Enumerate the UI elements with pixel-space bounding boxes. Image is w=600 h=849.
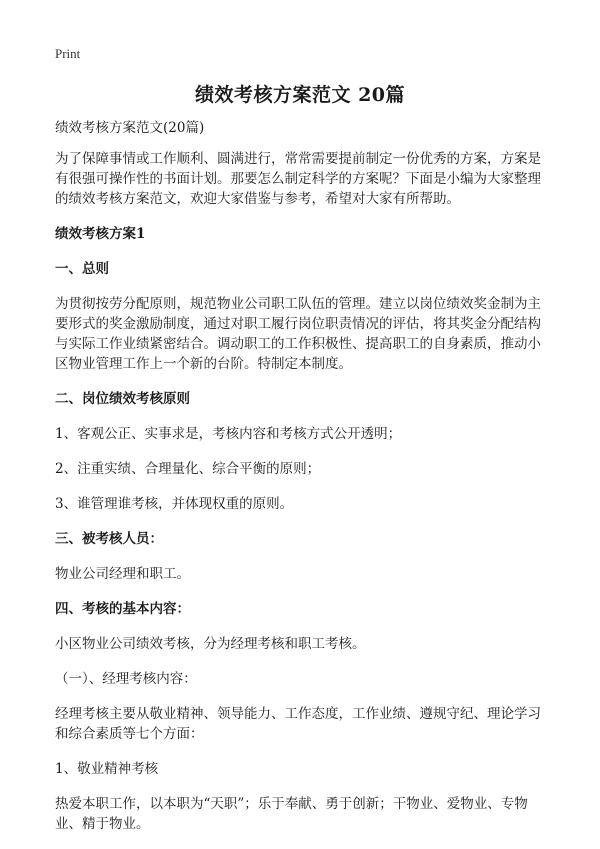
- heading-assessed-staff: 三、被考核人员：: [55, 531, 163, 547]
- heading-basic-content: 四、考核的基本内容：: [55, 601, 190, 617]
- manager-assessment-paragraph: 经理考核主要从敬业精神、领导能力、工作态度，工作业绩、遵规守纪、理论学习和综合素质等七个方面：: [55, 706, 541, 742]
- basic-content-paragraph: 小区物业公司绩效考核，分为经理考核和职工考核。: [55, 636, 366, 652]
- section-title: 绩效考核方案1: [55, 226, 146, 242]
- general-paragraph: 为贯彻按劳分配原则，规范物业公司职工队伍的管理。建立以岗位绩效奖金制为主要形式的奖金激励制度，通过对职工履行岗位职责情况的评估，将其奖金分配结构与实际工作业绩紧密结合。调动职工的工作积极性、提高职工的自身素质，推动小区物业管理工作上一个新的台阶。特制定本制度。: [55, 296, 541, 372]
- print-label: Print: [55, 46, 81, 61]
- heading-general: 一、总则: [55, 261, 109, 277]
- principle-item: 3、谁管理谁考核，并体现权重的原则。: [55, 496, 294, 512]
- heading-principles: 二、岗位绩效考核原则: [55, 391, 190, 407]
- dedication-heading: 1、敬业精神考核: [55, 761, 159, 777]
- document-title: 绩效考核方案范文 20篇: [194, 84, 406, 106]
- intro-paragraph: 为了保障事情或工作顺利、圆满进行，常常需要提前制定一份优秀的方案，方案是有很强可操作性的书面计划。那要怎么制定科学的方案呢？下面是小编为大家整理的绩效考核方案范文，欢迎大家借鉴与参考，希望对大家有所帮助。: [55, 151, 541, 207]
- document-subtitle: 绩效考核方案范文(20篇): [55, 120, 205, 136]
- document-body: [55, 118, 550, 849]
- assessed-staff-paragraph: 物业公司经理和职工。: [55, 566, 190, 582]
- principle-item: 2、注重实绩、合理量化、综合平衡的原则；: [55, 461, 321, 477]
- manager-assessment-heading: （一）、经理考核内容：: [55, 671, 197, 687]
- principle-item: 1、客观公正、实事求是，考核内容和考核方式公开透明；: [55, 426, 402, 442]
- dedication-paragraph: 热爱本职工作，以本职为“天职”；乐于奉献、勇于创新；干物业、爱物业、专物业、精于物业。: [55, 796, 528, 832]
